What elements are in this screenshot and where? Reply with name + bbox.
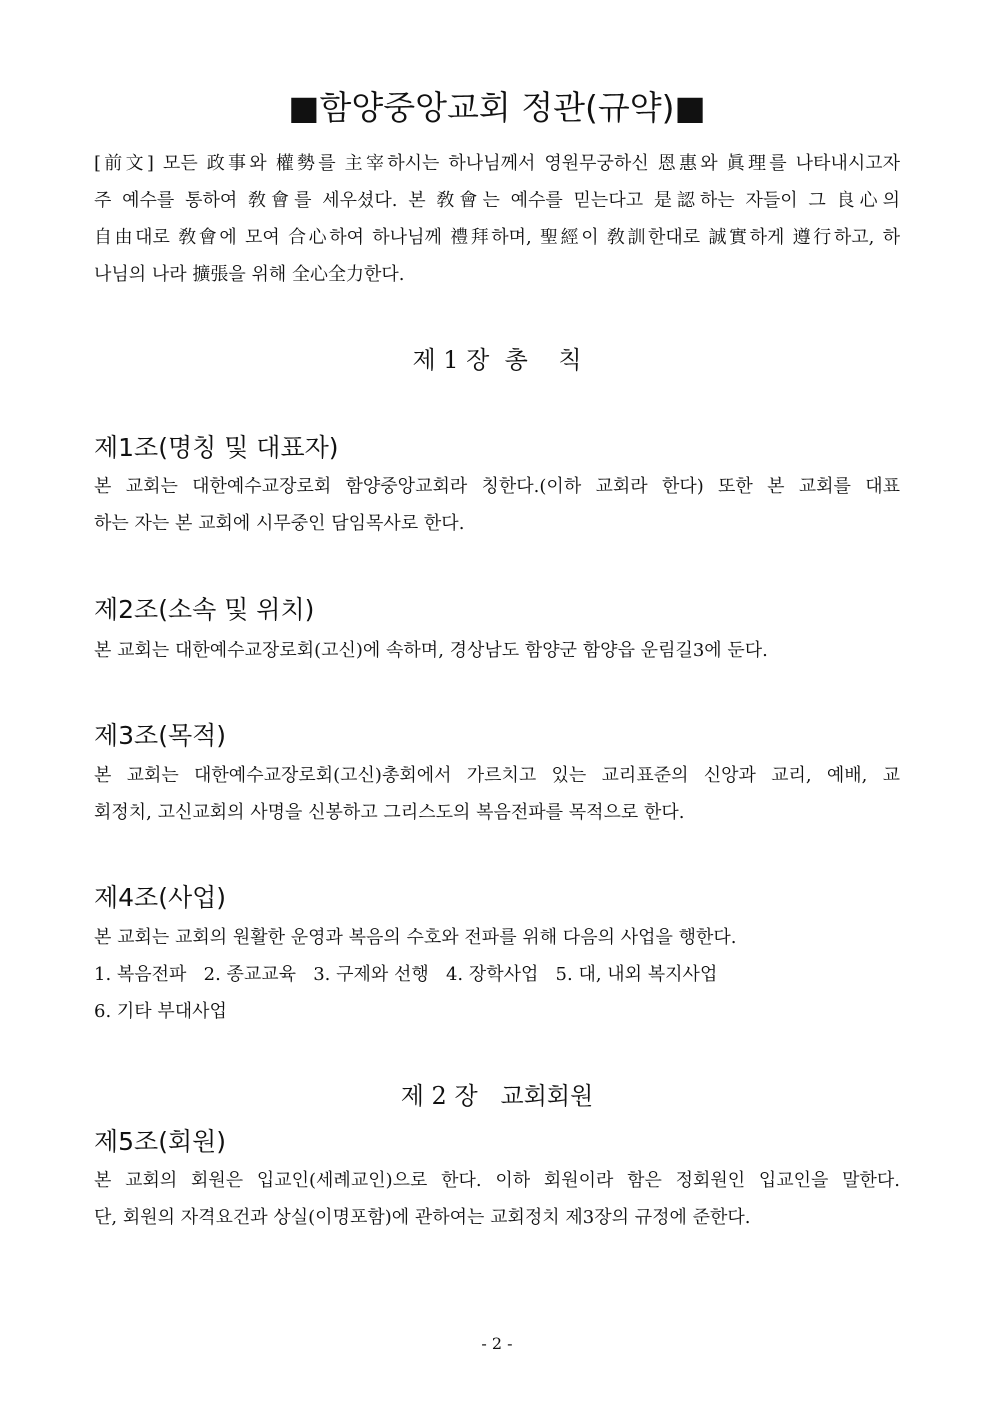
article-line: 단, 회원의 자격요건과 상실(이명포함)에 관하여는 교회정치 제3장의 규정에 준한다. [94, 1207, 751, 1228]
article-line: 본 교회는 교회의 원활한 운영과 복음의 수호와 전파를 위해 다음의 사업을 행한다. [94, 927, 737, 948]
article-4-heading: 제4조(사업) [94, 883, 227, 912]
article-2-body [94, 632, 900, 669]
article-5-body [94, 1162, 900, 1236]
page-number: - 2 - [481, 1334, 513, 1353]
article-3-body [94, 757, 900, 831]
article-5-heading: 제5조(회원) [94, 1127, 227, 1156]
article-line: 6. 기타 부대사업 [94, 1001, 227, 1022]
article-3-heading: 제3조(목적) [94, 721, 227, 750]
preamble [94, 145, 900, 293]
preamble-line: 주 예수를 통하여 敎會를 세우셨다. 본 敎會는 예수를 믿는다고 是認하는 자들이 그 良心의 [94, 190, 900, 211]
article-line: 본 교회는 대한예수교장로회(고신)총회에서 가르치고 있는 교리표준의 신앙과 교리, 예배, 교 [94, 765, 900, 786]
article-line: 본 교회의 회원은 입교인(세례교인)으로 한다. 이하 회원이라 함은 정회원인 입교인을 말한다. [94, 1170, 900, 1191]
article-line: 하는 자는 본 교회에 시무중인 담임목사로 한다. [94, 513, 465, 534]
chapter-1-title: 제 1 장 총 칙 [412, 346, 582, 374]
chapter-2-title: 제 2 장 교회회원 [400, 1082, 594, 1110]
article-1-body [94, 468, 900, 542]
article-line: 1. 복음전파 2. 종교교육 3. 구제와 선행 4. 장학사업 5. 대, 내외 복지사업 [94, 964, 718, 985]
document-title: ■함양중앙교회 정관(규약)■ [288, 88, 706, 127]
preamble-line: 自由대로 敎會에 모여 合心하여 하나님께 禮拜하며, 聖經이 敎訓한대로 誠實하게 遵行하고, 하 [94, 227, 900, 248]
article-1-heading: 제1조(명칭 및 대표자) [94, 433, 339, 462]
article-line: 회정치, 고신교회의 사명을 신봉하고 그리스도의 복음전파를 목적으로 한다. [94, 802, 685, 823]
article-4-body [94, 919, 900, 1030]
preamble-line: 나님의 나라 擴張을 위해 全心全力한다. [94, 264, 405, 285]
article-2-heading: 제2조(소속 및 위치) [94, 595, 315, 624]
article-line: 본 교회는 대한예수교장로회(고신)에 속하며, 경상남도 함양군 함양읍 운림길3에 둔다. [94, 640, 768, 661]
preamble-line: [前文] 모든 政事와 權勢를 主宰하시는 하나님께서 영원무궁하신 恩惠와 眞理를 나타내시고자 [94, 153, 900, 174]
article-line: 본 교회는 대한예수교장로회 함양중앙교회라 칭한다.(이하 교회라 한다) 또한 본 교회를 대표 [94, 476, 900, 497]
document-page [94, 0, 900, 1403]
